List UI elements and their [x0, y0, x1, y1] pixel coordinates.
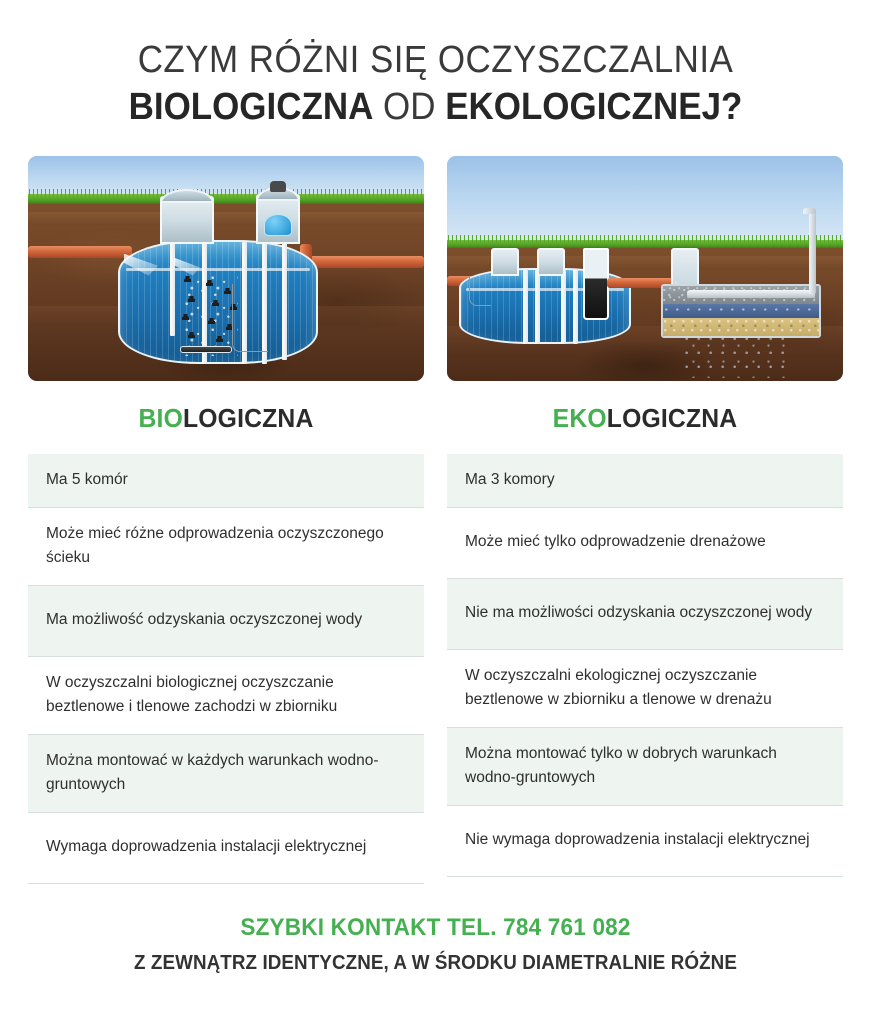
table-row: Można montować w każdych warunkach wodno-gruntowych [28, 735, 424, 813]
air-hose [232, 284, 268, 352]
column-headings [28, 403, 843, 434]
title-line-1: CZYM RÓŻNI SIĘ OCZYSZCZALNIA [137, 39, 734, 81]
vent-cap [270, 181, 286, 192]
footer [28, 914, 843, 975]
chamber-wall-2 [535, 270, 540, 344]
illustrations-row [28, 156, 843, 381]
illustration-ecological [447, 156, 843, 381]
table-row: Wymaga doprowadzenia instalacji elektrycznej [28, 813, 424, 884]
comparison-tables [28, 454, 843, 884]
vent-stack [809, 210, 816, 294]
soil-band [28, 212, 424, 226]
aerator-diffuser [180, 346, 232, 353]
bio-media [224, 288, 231, 294]
title-word-ekologicznej: EKOLOGICZNEJ? [445, 85, 743, 128]
table-row: Może mieć różne odprowadzenia oczyszczonego ścieku [28, 508, 424, 586]
chamber-wall-5 [282, 242, 287, 360]
table-row: Ma możliwość odzyskania oczyszczonej wody [28, 586, 424, 657]
seepage [683, 336, 793, 378]
chamber-wall-3 [561, 270, 566, 344]
sand-layer [663, 318, 819, 338]
table-row: Ma 3 komory [447, 454, 843, 508]
table-row: Nie wymaga doprowadzenia instalacji elektrycznej [447, 806, 843, 877]
table-row: Może mieć tylko odprowadzenie drenażowe [447, 508, 843, 579]
table-row: Można montować tylko w dobrych warunkach wodno-gruntowych [447, 728, 843, 806]
heading-rest-bio: LOGICZNA [182, 402, 314, 433]
inlet-pipe [28, 246, 132, 258]
outlet-filter [583, 248, 609, 320]
bio-media [206, 280, 213, 286]
tank-body [118, 240, 318, 364]
sky [447, 156, 843, 246]
heading-accent-eko: EKO [552, 402, 607, 433]
page-title [28, 0, 843, 130]
bio-media [188, 332, 195, 338]
bio-media [182, 314, 189, 320]
inlet-hose [469, 276, 491, 306]
title-line-2 [61, 85, 811, 130]
bio-media [184, 276, 191, 282]
illustration-biological [28, 156, 424, 381]
chamber-wall-1 [170, 242, 175, 336]
table-biologiczna [28, 454, 424, 884]
outlet-pipe [310, 256, 424, 268]
drain-lateral-pipe [687, 290, 815, 298]
heading-biologiczna [38, 403, 414, 434]
access-riser-left [160, 196, 214, 244]
table-row: W oczyszczalni biologicznej oczyszczanie beztlenowe i tlenowe zachodzi w zbiorniku [28, 657, 424, 735]
chamber-wall-1 [523, 270, 528, 344]
heading-rest-eko: LOGICZNA [606, 402, 738, 433]
bio-media [208, 318, 215, 324]
bio-media [216, 336, 223, 342]
footer-tagline: Z ZEWNĄTRZ IDENTYCZNE, A W ŚRODKU DIAMETRALNIE RÓŻNE [134, 951, 737, 974]
heading-accent-bio: BIO [138, 402, 183, 433]
table-row: Ma 5 komór [28, 454, 424, 508]
vent-elbow [803, 208, 816, 214]
title-word-od: OD [373, 85, 446, 128]
table-row: Nie ma możliwości odzyskania oczyszczonej wody [447, 579, 843, 650]
table-row: W oczyszczalni ekologicznej oczyszczanie beztlenowe w zbiorniku a tlenowe w drenażu [447, 650, 843, 728]
bio-media [212, 300, 219, 306]
table-ekologiczna [447, 454, 843, 884]
access-riser-1 [491, 248, 519, 276]
bio-media [188, 296, 195, 302]
air-blower [264, 214, 292, 236]
access-riser-2 [537, 248, 565, 276]
title-word-biologiczna: BIOLOGICZNA [128, 85, 374, 128]
contact-phone[interactable]: SZYBKI KONTAKT TEL. 784 761 082 [240, 913, 631, 941]
chamber-wall-4 [573, 270, 578, 344]
heading-ekologiczna [457, 403, 833, 434]
saturated-layer [663, 304, 819, 318]
